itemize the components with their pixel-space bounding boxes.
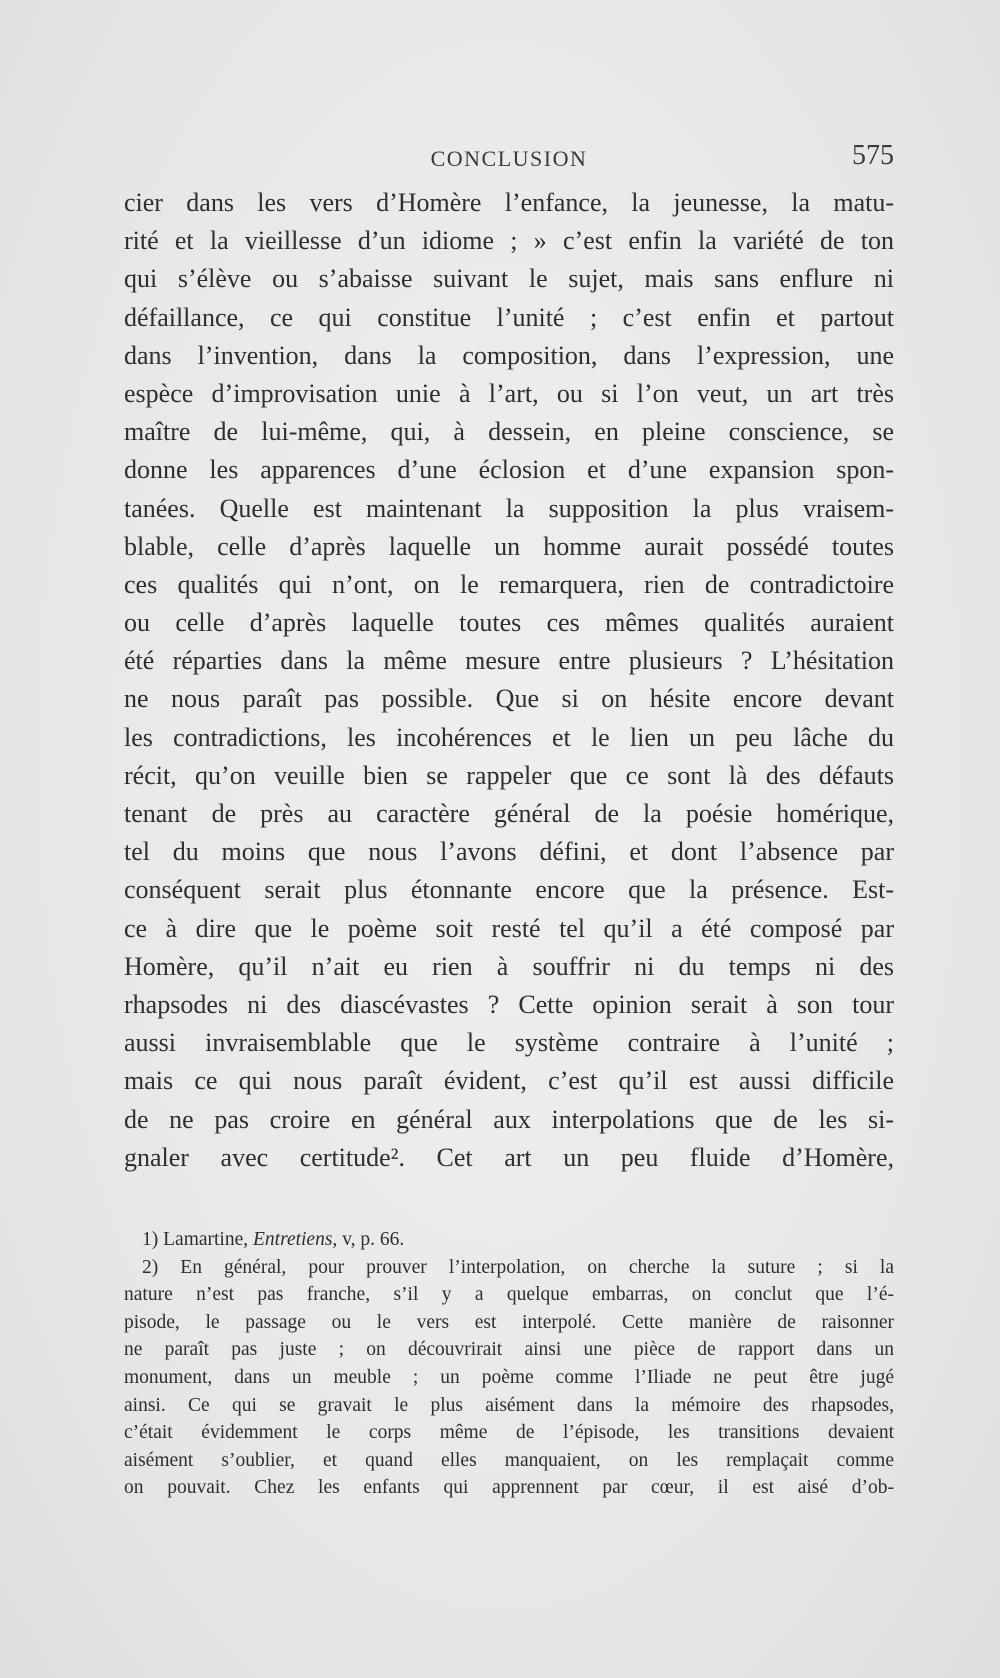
body-line: espèce d’improvisation unie à l’art, ou si l’on veut, un art très: [124, 378, 894, 408]
body-line: été réparties dans la même mesure entre plusieurs ? L’hésitation: [124, 646, 894, 676]
footnote-author: Lamartine,: [163, 1229, 249, 1250]
footnote-2-line: ainsi. Ce qui se gravait le plus aisément dans la mémoire des rhapsodes,: [124, 1394, 894, 1416]
page-number: 575: [852, 140, 894, 171]
footnote-2-line: nature n’est pas franche, s’il y a quelque embarras, on conclut que l’é-: [124, 1284, 894, 1306]
body-line: tel du moins que nous l’avons défini, et dont l’absence par: [124, 837, 894, 867]
body-line: rité et la vieillesse d’un idiome ; » c’est enfin la variété de ton: [124, 226, 894, 256]
footnotes: [124, 1226, 894, 1502]
footnote-2-line: aisément s’oublier, et quand elles manquaient, on les remplaçait comme: [124, 1449, 894, 1471]
body-text: [124, 184, 894, 1177]
body-line: défaillance, ce qui constitue l’unité ; c’est enfin et partout: [124, 302, 894, 332]
body-line: qui s’élève ou s’abaisse suivant le sujet, mais sans enflure ni: [124, 264, 894, 294]
body-line: ne nous paraît pas possible. Que si on hésite encore devant: [124, 684, 894, 714]
body-line: cier dans les vers d’Homère l’enfance, la jeunesse, la matu-: [124, 188, 894, 217]
body-line: conséquent serait plus étonnante encore que la présence. Est-: [124, 875, 894, 905]
running-title: CONCLUSION: [430, 146, 588, 171]
footnote-1: [124, 1226, 894, 1254]
footnote-2-line: ne paraît pas juste ; on découvrirait ainsi une pièce de rapport dans un: [124, 1339, 894, 1361]
body-line: récit, qu’on veuille bien se rappeler que ce sont là des défauts: [124, 760, 894, 790]
body-line: tanées. Quelle est maintenant la supposition la plus vraisem-: [124, 493, 894, 523]
running-head: [124, 140, 894, 180]
body-line: ou celle d’après laquelle toutes ces mêmes qualités auraient: [124, 608, 894, 638]
body-line: aussi invraisemblable que le système contraire à l’unité ;: [124, 1028, 894, 1058]
footnote-2-line: pisode, le passage ou le vers est interpolé. Cette manière de raisonner: [124, 1311, 894, 1333]
body-line: ce à dire que le poème soit resté tel qu’il a été composé par: [124, 913, 894, 943]
footnote-work-title: Entretiens,: [253, 1229, 338, 1250]
footnote-marker: 1): [142, 1229, 159, 1250]
body-line: tenant de près au caractère général de la poésie homérique,: [124, 799, 894, 828]
body-line: les contradictions, les incohérences et le lien un peu lâche du: [124, 722, 894, 752]
body-line: rhapsodes ni des diascévastes ? Cette opinion serait à son tour: [124, 989, 894, 1019]
body-line: maître de lui-même, qui, à dessein, en pleine conscience, se: [124, 417, 894, 447]
footnote-2-line: 2) En général, pour prouver l’interpolation, on cherche la suture ; si la: [142, 1256, 894, 1278]
body-line: gnaler avec certitude². Cet art un peu fluide d’Homère,: [124, 1142, 894, 1172]
body-line: blable, celle d’après laquelle un homme aurait possédé toutes: [124, 531, 894, 561]
body-line: mais ce qui nous paraît évident, c’est qu’il est aussi difficile: [124, 1066, 894, 1096]
footnote-2-line: monument, dans un meuble ; un poème comme l’Iliade ne peut être jugé: [124, 1366, 894, 1388]
body-line: de ne pas croire en général aux interpolations que de les si-: [124, 1104, 894, 1134]
body-line: donne les apparences d’une éclosion et d’une expansion spon-: [124, 455, 894, 485]
footnote-2-line: c’était évidemment le corps même de l’épisode, les transitions devaient: [124, 1422, 894, 1444]
body-line: Homère, qu’il n’ait eu rien à souffrir ni du temps ni des: [124, 951, 894, 981]
footnote-reference: v, p. 66.: [342, 1229, 405, 1250]
footnote-2-line: on pouvait. Chez les enfants qui apprennent par cœur, il est aisé d’ob-: [124, 1477, 894, 1499]
body-line: ces qualités qui n’ont, on le remarquera, rien de contradictoire: [124, 569, 894, 599]
body-line: dans l’invention, dans la composition, dans l’expression, une: [124, 340, 894, 370]
